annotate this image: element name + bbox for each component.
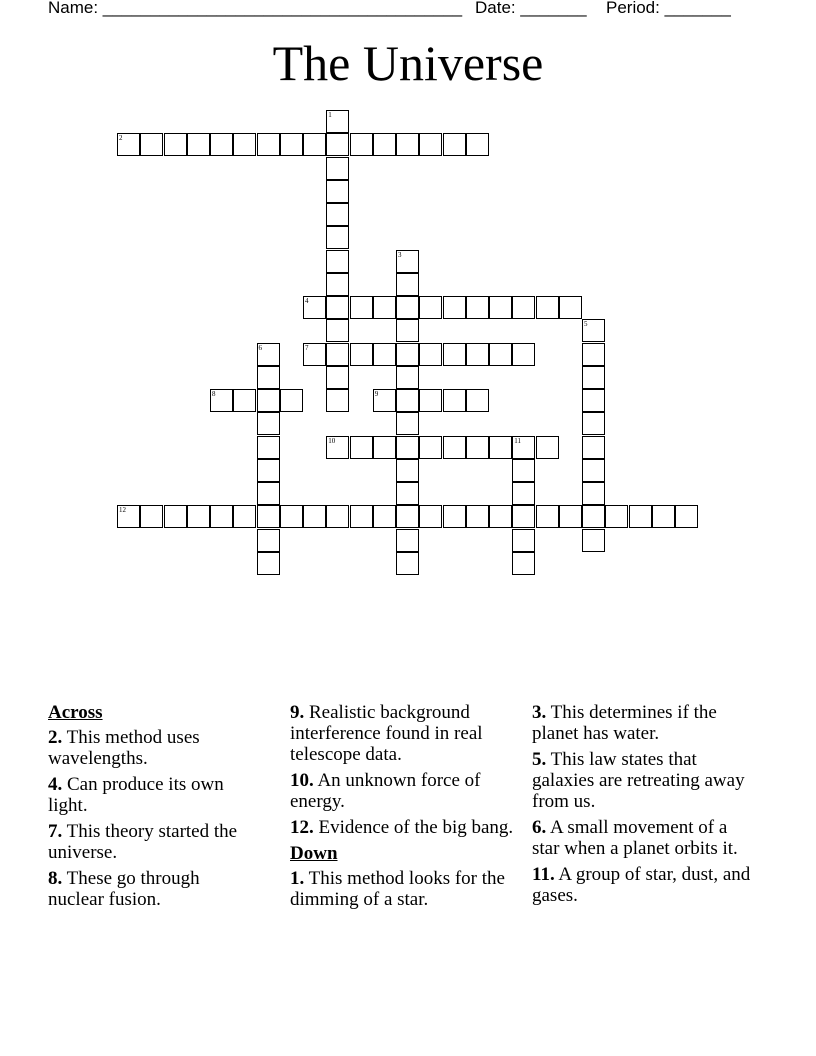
crossword-cell[interactable] — [303, 505, 326, 528]
crossword-cell[interactable] — [373, 133, 396, 156]
crossword-cell[interactable] — [443, 296, 466, 319]
crossword-cell[interactable] — [419, 389, 442, 412]
crossword-cell[interactable] — [257, 389, 280, 412]
cell-number: 6 — [258, 343, 262, 352]
crossword-cell[interactable] — [419, 343, 442, 366]
crossword-cell[interactable] — [466, 505, 489, 528]
clue-number: 1. — [290, 868, 305, 889]
across-heading: Across — [48, 702, 103, 723]
crossword-cell[interactable] — [326, 133, 349, 156]
crossword-cell[interactable] — [326, 180, 349, 203]
clue-text: Evidence of the big bang. — [313, 817, 514, 838]
crossword-cell[interactable] — [326, 296, 349, 319]
crossword-cell[interactable] — [233, 505, 256, 528]
cell-number: 3 — [398, 250, 402, 259]
cell-number: 2 — [119, 134, 123, 143]
crossword-cell[interactable] — [559, 505, 582, 528]
crossword-cell[interactable] — [396, 412, 419, 435]
crossword-cell[interactable] — [675, 505, 698, 528]
crossword-cell[interactable] — [396, 366, 419, 389]
clue-text: Realistic background interference found in real telescope data. — [290, 702, 483, 765]
crossword-cell[interactable] — [326, 436, 349, 459]
crossword-cell[interactable] — [140, 505, 163, 528]
crossword-cell[interactable] — [396, 505, 419, 528]
clue-list — [532, 702, 752, 906]
crossword-cell[interactable] — [396, 250, 419, 273]
crossword-cell[interactable] — [396, 482, 419, 505]
crossword-cell[interactable] — [512, 436, 535, 459]
crossword-cell[interactable] — [396, 296, 419, 319]
crossword-cell[interactable] — [257, 459, 280, 482]
clue-number: 5. — [532, 749, 547, 770]
crossword-cell[interactable] — [582, 529, 605, 552]
clue-list — [48, 727, 258, 910]
crossword-cell[interactable] — [257, 529, 280, 552]
crossword-cell[interactable] — [536, 436, 559, 459]
crossword-cell[interactable] — [257, 366, 280, 389]
name-field[interactable]: Name: ______________________________________ — [48, 0, 463, 17]
crossword-cell[interactable] — [373, 389, 396, 412]
crossword-cell[interactable] — [396, 436, 419, 459]
cell-number: 9 — [374, 390, 379, 398]
crossword-cell[interactable] — [396, 529, 419, 552]
clue-number: 3. — [532, 702, 547, 723]
crossword-cell[interactable] — [326, 226, 349, 249]
crossword-cell[interactable] — [582, 319, 605, 342]
clue-item — [532, 817, 752, 859]
clue-number: 8. — [48, 868, 63, 889]
crossword-cell[interactable] — [210, 389, 233, 412]
crossword-cell[interactable] — [582, 366, 605, 389]
cell-number: 10 — [328, 436, 336, 445]
clue-number: 2. — [48, 727, 63, 748]
clue-item — [532, 749, 752, 812]
clue-number: 6. — [532, 817, 547, 838]
crossword-cell[interactable] — [489, 505, 512, 528]
crossword-cell[interactable] — [326, 505, 349, 528]
crossword-cell[interactable] — [326, 343, 349, 366]
clue-item — [290, 702, 515, 765]
crossword-cell[interactable] — [280, 133, 303, 156]
crossword-cell[interactable] — [257, 505, 280, 528]
crossword-cell[interactable] — [373, 343, 396, 366]
crossword-cell[interactable] — [582, 389, 605, 412]
clue-item — [290, 770, 515, 812]
clue-item — [48, 821, 258, 863]
crossword-cell[interactable] — [117, 505, 140, 528]
clue-item — [48, 774, 258, 816]
crossword-cell[interactable] — [652, 505, 675, 528]
clue-number: 9. — [290, 702, 305, 723]
page-title: The Universe — [272, 35, 544, 91]
crossword-cell[interactable] — [512, 552, 535, 575]
crossword-cell[interactable] — [326, 389, 349, 412]
crossword-cell[interactable] — [303, 133, 326, 156]
clue-item — [532, 702, 752, 744]
crossword-cell[interactable] — [326, 203, 349, 226]
crossword-cell[interactable] — [466, 436, 489, 459]
crossword-cell[interactable] — [326, 273, 349, 296]
crossword-cell[interactable] — [536, 296, 559, 319]
crossword-cell[interactable] — [396, 552, 419, 575]
crossword-cell[interactable] — [629, 505, 652, 528]
crossword-cell[interactable] — [419, 133, 442, 156]
crossword-cell[interactable] — [396, 273, 419, 296]
crossword-cell[interactable] — [303, 343, 326, 366]
clue-item — [532, 864, 752, 906]
date-field[interactable]: Date: _______ — [475, 0, 587, 17]
crossword-cell[interactable] — [257, 412, 280, 435]
crossword-cell[interactable] — [466, 133, 489, 156]
crossword-cell[interactable] — [303, 296, 326, 319]
crossword-cell[interactable] — [326, 157, 349, 180]
crossword-cell[interactable] — [350, 505, 373, 528]
clue-text: This method looks for the dimming of a star. — [290, 868, 505, 910]
crossword-cell[interactable] — [326, 319, 349, 342]
cell-number: 12 — [119, 506, 126, 515]
clue-text: This law states that galaxies are retreating away from us. — [532, 749, 745, 812]
crossword-cell[interactable] — [233, 133, 256, 156]
crossword-cell[interactable] — [326, 110, 349, 133]
clue-number: 11. — [532, 864, 555, 885]
clue-number: 12. — [290, 817, 314, 838]
crossword-cell[interactable] — [187, 505, 210, 528]
clue-number: 10. — [290, 770, 314, 791]
cell-number: 4 — [305, 297, 309, 305]
clue-item — [290, 868, 515, 910]
crossword-cell[interactable] — [419, 505, 442, 528]
crossword-cell[interactable] — [350, 343, 373, 366]
crossword-cell[interactable] — [489, 436, 512, 459]
crossword-cell[interactable] — [233, 389, 256, 412]
crossword-cell[interactable] — [419, 436, 442, 459]
cell-number: 1 — [328, 111, 332, 119]
crossword-cell[interactable] — [373, 296, 396, 319]
clue-text: A small movement of a star when a planet orbits it. — [532, 817, 738, 859]
crossword-cell[interactable] — [443, 505, 466, 528]
clue-text: A group of star, dust, and gases. — [532, 864, 751, 906]
crossword-cell[interactable] — [373, 505, 396, 528]
crossword-cell[interactable] — [257, 343, 280, 366]
crossword-cell[interactable] — [396, 319, 419, 342]
crossword-cell[interactable] — [512, 529, 535, 552]
crossword-cell[interactable] — [140, 133, 163, 156]
clue-text: These go through nuclear fusion. — [48, 868, 200, 910]
crossword-cell[interactable] — [512, 459, 535, 482]
down-heading: Down — [290, 843, 338, 864]
crossword-cell[interactable] — [466, 343, 489, 366]
crossword-cell[interactable] — [326, 366, 349, 389]
crossword-cell[interactable] — [443, 436, 466, 459]
cell-number: 8 — [212, 390, 216, 398]
crossword-cell[interactable] — [443, 389, 466, 412]
crossword-cell[interactable] — [489, 296, 512, 319]
crossword-cell[interactable] — [350, 436, 373, 459]
clue-item — [48, 868, 258, 910]
crossword-cell[interactable] — [164, 133, 187, 156]
crossword-cell[interactable] — [512, 505, 535, 528]
period-field[interactable]: Period: _______ — [606, 0, 731, 17]
crossword-cell[interactable] — [559, 296, 582, 319]
crossword-cell[interactable] — [257, 482, 280, 505]
crossword-cell[interactable] — [582, 412, 605, 435]
clue-number: 4. — [48, 774, 63, 795]
cell-number: 11 — [514, 436, 521, 445]
clues-column-1 — [48, 702, 258, 915]
clue-text: This determines if the planet has water. — [532, 702, 717, 744]
crossword-cell[interactable] — [280, 389, 303, 412]
clues-column-3 — [532, 702, 752, 911]
crossword-cell[interactable] — [117, 133, 140, 156]
crossword-cell[interactable] — [443, 343, 466, 366]
crossword-cell[interactable] — [396, 133, 419, 156]
crossword-cell[interactable] — [187, 133, 210, 156]
crossword-cell[interactable] — [396, 343, 419, 366]
clue-list — [290, 702, 515, 838]
crossword-cell[interactable] — [466, 389, 489, 412]
crossword-cell[interactable] — [280, 505, 303, 528]
crossword-cell[interactable] — [373, 436, 396, 459]
clue-text: This method uses wavelengths. — [48, 727, 200, 769]
crossword-cell[interactable] — [512, 296, 535, 319]
crossword-cell[interactable] — [257, 133, 280, 156]
clue-list — [290, 868, 515, 910]
crossword-cell[interactable] — [582, 436, 605, 459]
crossword-cell[interactable] — [350, 296, 373, 319]
crossword-cell[interactable] — [396, 459, 419, 482]
crossword-cell[interactable] — [605, 505, 628, 528]
crossword-cell[interactable] — [257, 436, 280, 459]
clue-item — [48, 727, 258, 769]
crossword-cell[interactable] — [210, 133, 233, 156]
crossword-cell[interactable] — [443, 133, 466, 156]
crossword-cell[interactable] — [326, 250, 349, 273]
crossword-cell[interactable] — [350, 133, 373, 156]
clue-item — [290, 817, 515, 838]
crossword-cell[interactable] — [257, 552, 280, 575]
crossword-cell[interactable] — [536, 505, 559, 528]
clue-text: An unknown force of energy. — [290, 770, 481, 812]
crossword-cell[interactable] — [489, 343, 512, 366]
cell-number: 7 — [305, 343, 309, 352]
crossword-cell[interactable] — [512, 343, 535, 366]
cell-number: 5 — [584, 320, 588, 329]
crossword-cell[interactable] — [582, 482, 605, 505]
crossword-cell[interactable] — [512, 482, 535, 505]
crossword-cell[interactable] — [164, 505, 187, 528]
crossword-cell[interactable] — [582, 343, 605, 366]
crossword-cell[interactable] — [396, 389, 419, 412]
clue-text: This theory started the universe. — [48, 821, 238, 863]
crossword-cell[interactable] — [419, 296, 442, 319]
crossword-cell[interactable] — [210, 505, 233, 528]
crossword-cell[interactable] — [582, 459, 605, 482]
clue-number: 7. — [48, 821, 63, 842]
clues-column-2 — [290, 702, 515, 915]
crossword-cell[interactable] — [582, 505, 605, 528]
crossword-cell[interactable] — [466, 296, 489, 319]
clue-text: Can produce its own light. — [48, 774, 224, 816]
